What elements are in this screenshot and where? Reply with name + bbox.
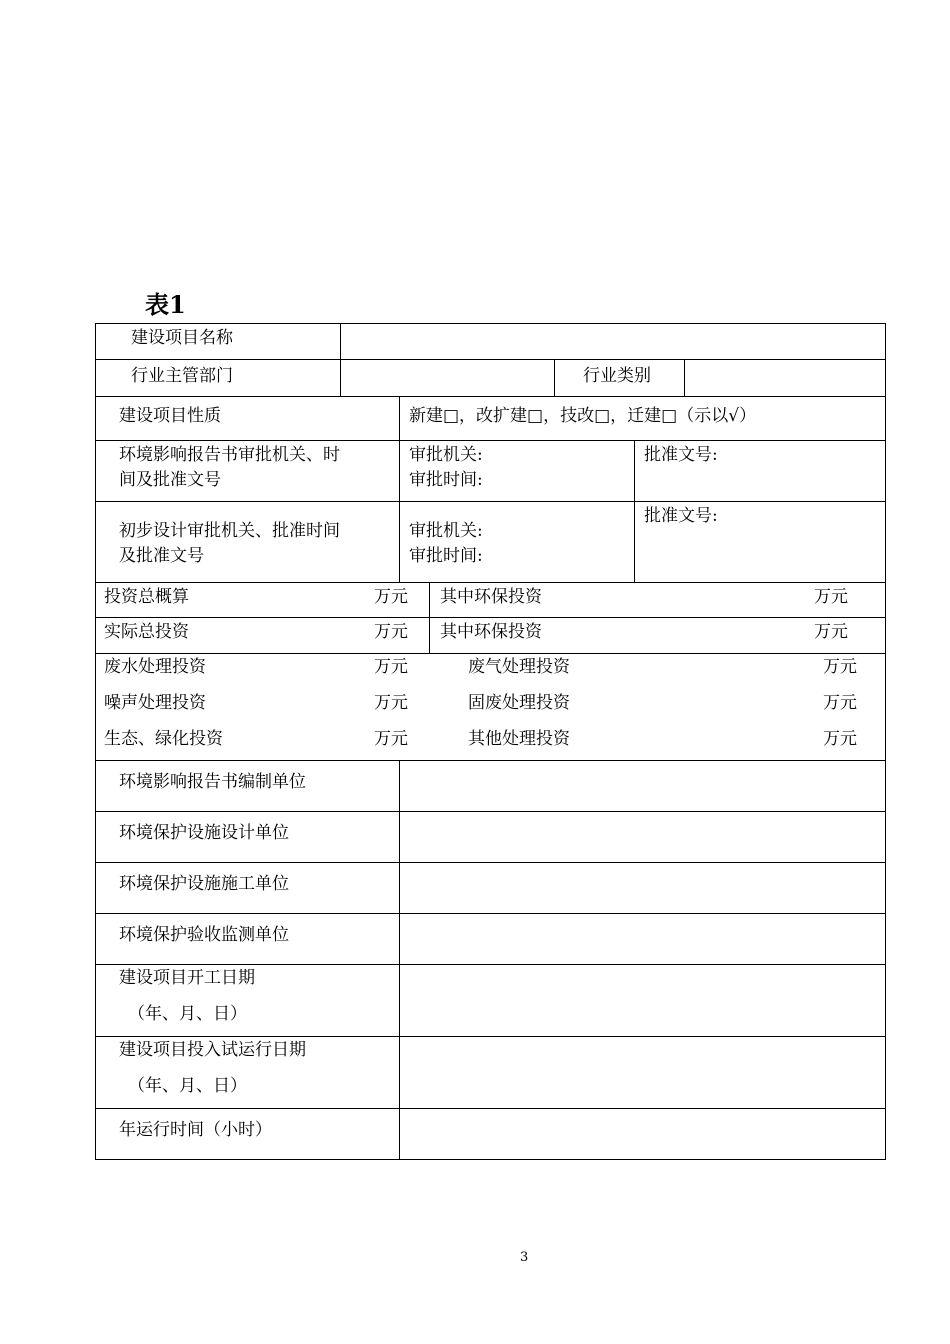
wastewater-unit: 万元: [374, 657, 408, 677]
annual-hours-label: 年运行时间（小时）: [119, 1120, 272, 1140]
prelim-approval-label-line1: 初步设计审批机关、批准时间: [119, 521, 340, 541]
ecology-label: 生态、绿化投资: [104, 729, 223, 749]
eia-approval-doc-no: 批准文号:: [644, 445, 718, 465]
design-unit-label: 环境保护设施设计单位: [119, 823, 289, 843]
project-nature-label: 建设项目性质: [119, 406, 221, 426]
border-line: [684, 359, 685, 396]
border-line: [95, 760, 886, 761]
border-line: [340, 323, 341, 396]
total-budget-label: 投资总概算: [104, 587, 189, 607]
page-number: 3: [520, 1250, 529, 1265]
monitoring-unit-label: 环境保护验收监测单位: [119, 925, 289, 945]
actual-total-unit: 万元: [374, 622, 408, 642]
noise-unit: 万元: [374, 693, 408, 713]
border-line: [95, 323, 886, 324]
budget-env-investment-label: 其中环保投资: [440, 587, 542, 607]
border-line: [95, 964, 886, 965]
border-line: [95, 913, 886, 914]
border-line: [95, 1108, 886, 1109]
form-table: [95, 323, 886, 1160]
border-line: [95, 1036, 886, 1037]
eia-approval-time: 审批时间:: [409, 470, 483, 490]
industry-dept-label: 行业主管部门: [131, 366, 233, 386]
border-line: [95, 1159, 886, 1160]
project-nature-options[interactable]: 新建□，改扩建□，技改□，迁建□（示以√）: [409, 406, 757, 426]
trial-date-format: （年、月、日）: [128, 1076, 247, 1096]
prelim-approval-doc-no: 批准文号:: [644, 506, 718, 526]
prelim-approval-authority: 审批机关:: [409, 521, 483, 541]
prelim-approval-label-line2: 及批准文号: [119, 546, 204, 566]
total-budget-unit: 万元: [374, 587, 408, 607]
eia-approval-label-line2: 间及批准文号: [119, 470, 221, 490]
table-title: 表1: [145, 290, 186, 319]
actual-total-label: 实际总投资: [104, 622, 189, 642]
prelim-approval-time: 审批时间:: [409, 546, 483, 566]
border-line: [95, 501, 886, 502]
eia-unit-label: 环境影响报告书编制单位: [119, 772, 306, 792]
solid-waste-unit: 万元: [823, 693, 857, 713]
waste-gas-unit: 万元: [823, 657, 857, 677]
start-date-format: （年、月、日）: [128, 1004, 247, 1024]
eia-approval-authority: 审批机关:: [409, 445, 483, 465]
border-line: [885, 323, 886, 1160]
border-line: [95, 582, 886, 583]
project-name-label: 建设项目名称: [131, 328, 233, 348]
border-line: [95, 323, 96, 1160]
trial-date-label: 建设项目投入试运行日期: [119, 1040, 306, 1060]
actual-env-investment-unit: 万元: [814, 622, 848, 642]
industry-type-label: 行业类别: [583, 366, 651, 386]
border-line: [399, 396, 400, 582]
waste-gas-label: 废气处理投资: [468, 657, 570, 677]
start-date-label: 建设项目开工日期: [119, 968, 255, 988]
border-line: [95, 617, 886, 618]
budget-env-investment-unit: 万元: [814, 587, 848, 607]
border-line: [429, 582, 430, 653]
border-line: [95, 811, 886, 812]
actual-env-investment-label: 其中环保投资: [440, 622, 542, 642]
ecology-unit: 万元: [374, 729, 408, 749]
border-line: [554, 359, 555, 396]
border-line: [95, 359, 886, 360]
border-line: [95, 653, 886, 654]
border-line: [634, 440, 635, 582]
border-line: [95, 396, 886, 397]
border-line: [95, 440, 886, 441]
noise-label: 噪声处理投资: [104, 693, 206, 713]
border-line: [399, 760, 400, 1160]
other-unit: 万元: [823, 729, 857, 749]
solid-waste-label: 固废处理投资: [468, 693, 570, 713]
eia-approval-label-line1: 环境影响报告书审批机关、时: [119, 445, 340, 465]
border-line: [95, 862, 886, 863]
other-label: 其他处理投资: [468, 729, 570, 749]
wastewater-label: 废水处理投资: [104, 657, 206, 677]
construction-unit-label: 环境保护设施施工单位: [119, 874, 289, 894]
